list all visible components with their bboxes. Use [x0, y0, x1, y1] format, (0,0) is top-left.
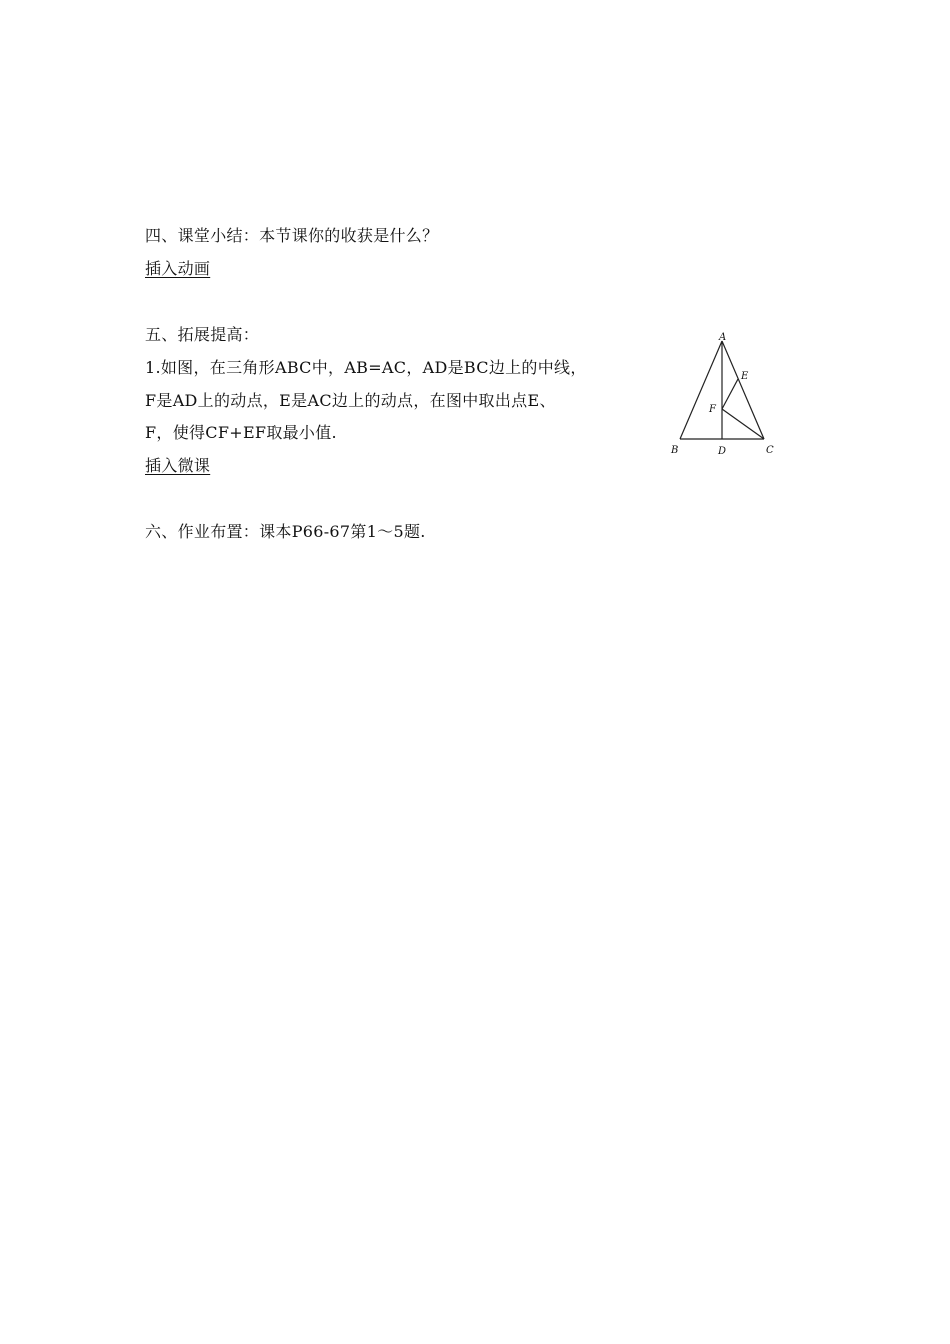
- triangle-figure: [660, 330, 790, 465]
- label-e: E: [741, 371, 749, 382]
- triangle-diagram: [660, 330, 790, 465]
- section-homework-heading: 六、作业布置：课本P66-67第1～5题.: [145, 522, 426, 541]
- insert-animation-link[interactable]: 插入动画: [145, 259, 211, 278]
- section-extension-heading: 五、拓展提高：: [145, 325, 260, 344]
- label-d: D: [718, 446, 727, 457]
- problem-line-2: F是AD上的动点，E是AC边上的动点，在图中取出点E、: [145, 391, 556, 410]
- problem-line-1: 1.如图，在三角形ABC中，AB=AC，AD是BC边上的中线，: [145, 358, 587, 377]
- label-c: C: [766, 445, 774, 456]
- insert-microlesson-link[interactable]: 插入微课: [145, 456, 211, 475]
- label-a: A: [719, 332, 727, 343]
- segment-ab: [680, 341, 722, 439]
- label-f: F: [709, 404, 716, 415]
- label-b: B: [671, 445, 679, 456]
- segment-fe: [722, 379, 738, 409]
- problem-line-3: F，使得CF+EF取最小值.: [145, 423, 337, 442]
- section-summary-heading: 四、课堂小结：本节课你的收获是什么？: [145, 226, 439, 245]
